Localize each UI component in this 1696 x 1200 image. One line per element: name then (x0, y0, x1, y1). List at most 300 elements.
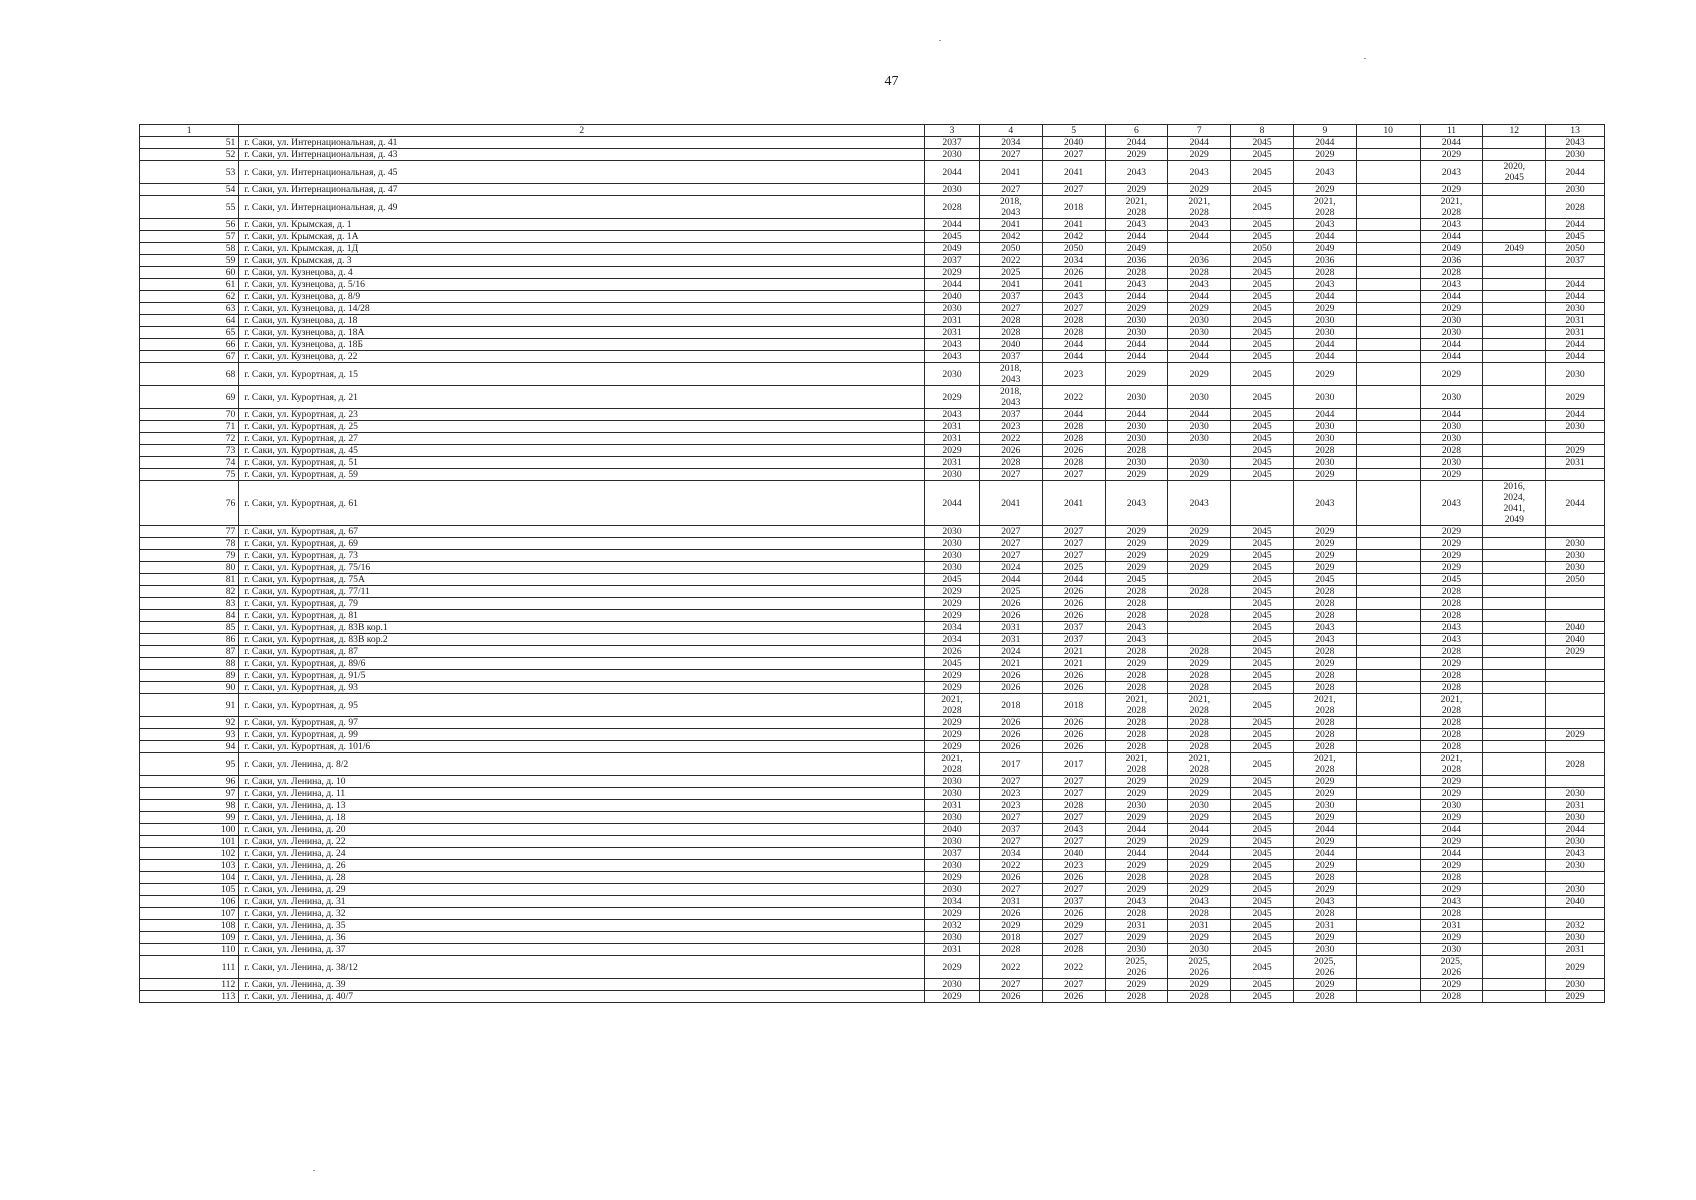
address-cell: г. Саки, ул. Ленина, д. 29 (239, 884, 925, 896)
year-cell: 2029 (925, 682, 980, 694)
row-number: 51 (140, 137, 239, 149)
row-number: 68 (140, 363, 239, 386)
year-cell: 2030 (925, 184, 980, 196)
year-cell: 2029 (1293, 860, 1356, 872)
year-cell: 2028 (1420, 670, 1483, 682)
year-cell: 2030 (925, 550, 980, 562)
year-cell: 2045 (1231, 896, 1294, 908)
table-row (140, 658, 1605, 670)
year-cell: 2026 (979, 445, 1042, 457)
year-cell: 2026 (979, 741, 1042, 753)
year-cell: 2045 (1231, 717, 1294, 729)
year-cell: 2029 (1168, 149, 1231, 161)
year-cell (1483, 231, 1546, 243)
address-cell: г. Саки, ул. Кузнецова, д. 8/9 (239, 291, 925, 303)
year-cell (1483, 196, 1546, 219)
row-number: 102 (140, 848, 239, 860)
year-cell: 2030 (1420, 433, 1483, 445)
year-cell: 2021, 2028 (1105, 196, 1168, 219)
table-row (140, 363, 1605, 386)
year-cell: 2029 (1293, 526, 1356, 538)
year-cell: 2026 (979, 872, 1042, 884)
year-cell: 2043 (1420, 634, 1483, 646)
year-cell: 2027 (979, 884, 1042, 896)
address-cell: г. Саки, ул. Курортная, д. 73 (239, 550, 925, 562)
year-cell: 2044 (1168, 339, 1231, 351)
year-cell: 2030 (1420, 457, 1483, 469)
table-row (140, 682, 1605, 694)
header-cell: 12 (1483, 125, 1546, 137)
year-cell: 2043 (1420, 622, 1483, 634)
year-cell (1483, 291, 1546, 303)
year-cell: 2045 (1231, 598, 1294, 610)
year-cell (1483, 526, 1546, 538)
year-cell: 2028 (1168, 741, 1231, 753)
year-cell: 2017 (979, 753, 1042, 776)
year-cell: 2043 (925, 409, 980, 421)
year-cell: 2044 (925, 219, 980, 231)
year-cell: 2029 (1420, 538, 1483, 550)
row-number: 98 (140, 800, 239, 812)
year-cell (1546, 717, 1605, 729)
table-row (140, 219, 1605, 231)
address-cell: г. Саки, ул. Курортная, д. 75/16 (239, 562, 925, 574)
year-cell: 2026 (979, 610, 1042, 622)
row-number: 67 (140, 351, 239, 363)
year-cell: 2045 (1231, 646, 1294, 658)
year-cell (1483, 445, 1546, 457)
table-row (140, 717, 1605, 729)
year-cell: 2030 (925, 979, 980, 991)
address-cell: г. Саки, ул. Курортная, д. 51 (239, 457, 925, 469)
table-row (140, 991, 1605, 1003)
year-cell: 2030 (1546, 421, 1605, 433)
year-cell: 2041 (979, 161, 1042, 184)
year-cell: 2027 (1042, 303, 1105, 315)
address-cell: г. Саки, ул. Интернациональная, д. 45 (239, 161, 925, 184)
year-cell: 2045 (1231, 812, 1294, 824)
year-cell: 2028 (1420, 598, 1483, 610)
row-number: 97 (140, 788, 239, 800)
address-cell: г. Саки, ул. Ленина, д. 22 (239, 836, 925, 848)
row-number: 79 (140, 550, 239, 562)
year-cell: 2029 (1105, 550, 1168, 562)
address-cell: г. Саки, ул. Ленина, д. 37 (239, 944, 925, 956)
address-cell: г. Саки, ул. Крымская, д. 1 (239, 219, 925, 231)
year-cell (1168, 622, 1231, 634)
year-cell: 2041 (1042, 161, 1105, 184)
table-row (140, 526, 1605, 538)
address-cell: г. Саки, ул. Ленина, д. 40/7 (239, 991, 925, 1003)
year-cell: 2032 (925, 920, 980, 932)
table-row (140, 481, 1605, 526)
year-cell: 2021, 2028 (925, 694, 980, 717)
address-cell: г. Саки, ул. Курортная, д. 15 (239, 363, 925, 386)
year-cell: 2018, 2043 (979, 196, 1042, 219)
year-cell: 2030 (1546, 860, 1605, 872)
year-cell (1356, 646, 1420, 658)
address-cell: г. Саки, ул. Интернациональная, д. 41 (239, 137, 925, 149)
year-cell: 2028 (1293, 741, 1356, 753)
year-cell: 2045 (1231, 386, 1294, 409)
year-cell: 2028 (1420, 445, 1483, 457)
row-number: 84 (140, 610, 239, 622)
year-cell: 2021, 2028 (925, 753, 980, 776)
address-cell: г. Саки, ул. Кузнецова, д. 18Б (239, 339, 925, 351)
table-row (140, 243, 1605, 255)
year-cell: 2028 (1105, 872, 1168, 884)
year-cell: 2029 (1168, 658, 1231, 670)
year-cell: 2044 (925, 481, 980, 526)
year-cell: 2045 (1231, 574, 1294, 586)
year-cell: 2043 (1293, 896, 1356, 908)
year-cell: 2030 (925, 538, 980, 550)
year-cell (1356, 776, 1420, 788)
year-cell: 2031 (925, 457, 980, 469)
row-number: 53 (140, 161, 239, 184)
year-cell: 2044 (1546, 291, 1605, 303)
year-cell (1356, 956, 1420, 979)
year-cell (1356, 848, 1420, 860)
year-cell: 2027 (1042, 836, 1105, 848)
address-cell: г. Саки, ул. Ленина, д. 24 (239, 848, 925, 860)
year-cell (1356, 433, 1420, 445)
header-cell: 13 (1546, 125, 1605, 137)
year-cell: 2023 (979, 421, 1042, 433)
year-cell: 2030 (925, 149, 980, 161)
row-number: 56 (140, 219, 239, 231)
year-cell: 2031 (925, 327, 980, 339)
year-cell: 2027 (979, 812, 1042, 824)
year-cell (1483, 351, 1546, 363)
year-cell: 2031 (1420, 920, 1483, 932)
year-cell: 2028 (1420, 729, 1483, 741)
row-number: 81 (140, 574, 239, 586)
year-cell: 2021, 2028 (1420, 753, 1483, 776)
year-cell: 2045 (1231, 184, 1294, 196)
year-cell: 2030 (1546, 979, 1605, 991)
row-number: 99 (140, 812, 239, 824)
year-cell (1356, 267, 1420, 279)
year-cell (1356, 872, 1420, 884)
year-cell: 2028 (1105, 908, 1168, 920)
row-number: 66 (140, 339, 239, 351)
year-cell: 2030 (925, 788, 980, 800)
year-cell: 2043 (1293, 161, 1356, 184)
year-cell: 2028 (1105, 670, 1168, 682)
year-cell: 2016, 2024, 2041, 2049 (1483, 481, 1546, 526)
year-cell: 2031 (1546, 457, 1605, 469)
year-cell (1483, 457, 1546, 469)
table-row (140, 908, 1605, 920)
year-cell: 2029 (1420, 149, 1483, 161)
year-cell: 2029 (1546, 386, 1605, 409)
year-cell: 2037 (979, 291, 1042, 303)
address-cell: г. Саки, ул. Курортная, д. 97 (239, 717, 925, 729)
year-cell: 2030 (1546, 538, 1605, 550)
year-cell (1356, 279, 1420, 291)
year-cell: 2029 (1546, 991, 1605, 1003)
year-cell (1483, 896, 1546, 908)
year-cell: 2030 (925, 562, 980, 574)
row-number: 85 (140, 622, 239, 634)
year-cell: 2030 (925, 469, 980, 481)
year-cell: 2027 (1042, 776, 1105, 788)
year-cell: 2026 (1042, 670, 1105, 682)
year-cell: 2036 (1293, 255, 1356, 267)
year-cell: 2050 (979, 243, 1042, 255)
year-cell: 2029 (1293, 884, 1356, 896)
year-cell (1483, 363, 1546, 386)
year-cell: 2029 (1105, 658, 1168, 670)
year-cell: 2044 (1168, 409, 1231, 421)
year-cell (1168, 574, 1231, 586)
year-cell: 2030 (1168, 386, 1231, 409)
row-number: 71 (140, 421, 239, 433)
year-cell: 2028 (1105, 991, 1168, 1003)
address-cell: г. Саки, ул. Курортная, д. 91/5 (239, 670, 925, 682)
year-cell: 2022 (1042, 956, 1105, 979)
row-number: 106 (140, 896, 239, 908)
year-cell: 2044 (1293, 848, 1356, 860)
year-cell: 2045 (1231, 956, 1294, 979)
year-cell: 2025, 2026 (1420, 956, 1483, 979)
year-cell: 2041 (1042, 481, 1105, 526)
year-cell: 2029 (925, 991, 980, 1003)
year-cell: 2030 (1168, 327, 1231, 339)
year-cell (1356, 694, 1420, 717)
year-cell: 2044 (1546, 339, 1605, 351)
year-cell: 2030 (1546, 363, 1605, 386)
year-cell: 2027 (1042, 788, 1105, 800)
page-number: 47 (884, 74, 899, 89)
table-header-row (140, 125, 1605, 137)
address-cell: г. Саки, ул. Крымская, д. 1А (239, 231, 925, 243)
year-cell (1483, 717, 1546, 729)
year-cell: 2044 (1546, 824, 1605, 836)
year-cell: 2044 (1168, 351, 1231, 363)
year-cell (1356, 920, 1420, 932)
year-cell (1356, 729, 1420, 741)
year-cell: 2044 (1293, 351, 1356, 363)
year-cell: 2028 (1105, 741, 1168, 753)
year-cell (1356, 753, 1420, 776)
year-cell: 2029 (1105, 184, 1168, 196)
address-cell: г. Саки, ул. Крымская, д. 3 (239, 255, 925, 267)
year-cell: 2041 (979, 279, 1042, 291)
year-cell (1356, 812, 1420, 824)
year-cell (1356, 991, 1420, 1003)
year-cell: 2040 (979, 339, 1042, 351)
year-cell: 2030 (1420, 315, 1483, 327)
year-cell: 2045 (1231, 836, 1294, 848)
row-number: 72 (140, 433, 239, 445)
year-cell: 2029 (1546, 445, 1605, 457)
table-row (140, 610, 1605, 622)
year-cell: 2030 (925, 836, 980, 848)
year-cell: 2044 (1105, 291, 1168, 303)
year-cell: 2027 (1042, 979, 1105, 991)
year-cell: 2041 (979, 219, 1042, 231)
year-cell: 2030 (1546, 562, 1605, 574)
year-cell: 2040 (925, 824, 980, 836)
year-cell (1546, 670, 1605, 682)
year-cell: 2029 (1420, 788, 1483, 800)
year-cell: 2029 (925, 586, 980, 598)
year-cell: 2026 (1042, 991, 1105, 1003)
year-cell: 2026 (979, 682, 1042, 694)
year-cell: 2029 (1293, 303, 1356, 315)
year-cell: 2029 (1105, 788, 1168, 800)
year-cell: 2034 (925, 896, 980, 908)
row-number: 54 (140, 184, 239, 196)
year-cell: 2044 (1105, 351, 1168, 363)
year-cell (1483, 315, 1546, 327)
year-cell (1483, 908, 1546, 920)
year-cell: 2037 (1042, 634, 1105, 646)
year-cell: 2044 (925, 161, 980, 184)
table-row (140, 896, 1605, 908)
year-cell: 2023 (1042, 860, 1105, 872)
year-cell (1483, 979, 1546, 991)
year-cell: 2043 (1420, 161, 1483, 184)
year-cell: 2045 (1231, 291, 1294, 303)
year-cell (1231, 481, 1294, 526)
year-cell: 2029 (1105, 884, 1168, 896)
year-cell: 2045 (1231, 327, 1294, 339)
year-cell: 2045 (925, 231, 980, 243)
year-cell: 2034 (979, 848, 1042, 860)
year-cell (1356, 598, 1420, 610)
year-cell: 2029 (1105, 538, 1168, 550)
year-cell: 2030 (1293, 433, 1356, 445)
address-cell: г. Саки, ул. Курортная, д. 67 (239, 526, 925, 538)
year-cell: 2037 (1042, 896, 1105, 908)
year-cell (1356, 243, 1420, 255)
year-cell: 2029 (1105, 562, 1168, 574)
address-cell: г. Саки, ул. Ленина, д. 18 (239, 812, 925, 824)
row-number: 86 (140, 634, 239, 646)
year-cell: 2045 (1231, 363, 1294, 386)
year-cell: 2045 (1546, 231, 1605, 243)
year-cell (1356, 386, 1420, 409)
year-cell (1546, 598, 1605, 610)
year-cell: 2045 (1231, 219, 1294, 231)
table-row (140, 409, 1605, 421)
year-cell: 2028 (1420, 908, 1483, 920)
address-cell: г. Саки, ул. Курортная, д. 27 (239, 433, 925, 445)
year-cell (1356, 788, 1420, 800)
year-cell: 2040 (1546, 634, 1605, 646)
address-cell: г. Саки, ул. Курортная, д. 23 (239, 409, 925, 421)
year-cell: 2036 (1420, 255, 1483, 267)
year-cell: 2037 (925, 137, 980, 149)
year-cell (1356, 884, 1420, 896)
year-cell: 2028 (1420, 717, 1483, 729)
year-cell: 2029 (1293, 788, 1356, 800)
year-cell: 2028 (1042, 944, 1105, 956)
year-cell: 2018, 2043 (979, 386, 1042, 409)
year-cell: 2028 (1168, 991, 1231, 1003)
year-cell: 2043 (1042, 824, 1105, 836)
year-cell (1546, 469, 1605, 481)
year-cell: 2028 (1293, 610, 1356, 622)
year-cell: 2022 (979, 860, 1042, 872)
address-cell: г. Саки, ул. Курортная, д. 83В кор.2 (239, 634, 925, 646)
address-cell: г. Саки, ул. Курортная, д. 95 (239, 694, 925, 717)
year-cell: 2024 (979, 646, 1042, 658)
table-row (140, 586, 1605, 598)
year-cell (1483, 255, 1546, 267)
year-cell (1356, 219, 1420, 231)
year-cell: 2036 (1105, 255, 1168, 267)
table-row (140, 860, 1605, 872)
year-cell: 2028 (1105, 682, 1168, 694)
year-cell: 2030 (925, 812, 980, 824)
year-cell: 2044 (1105, 848, 1168, 860)
year-cell: 2041 (1042, 219, 1105, 231)
year-cell (1356, 944, 1420, 956)
year-cell: 2025, 2026 (1293, 956, 1356, 979)
row-number: 59 (140, 255, 239, 267)
year-cell (1483, 658, 1546, 670)
year-cell: 2028 (979, 944, 1042, 956)
year-cell: 2027 (979, 184, 1042, 196)
year-cell: 2043 (1168, 161, 1231, 184)
year-cell: 2028 (1293, 598, 1356, 610)
year-cell: 2021, 2028 (1420, 196, 1483, 219)
year-cell: 2045 (1231, 339, 1294, 351)
year-cell: 2043 (1293, 634, 1356, 646)
year-cell (1356, 658, 1420, 670)
year-cell: 2026 (1042, 872, 1105, 884)
year-cell: 2029 (1420, 979, 1483, 991)
year-cell: 2023 (1042, 363, 1105, 386)
year-cell: 2043 (1168, 219, 1231, 231)
table-row (140, 255, 1605, 267)
row-number: 57 (140, 231, 239, 243)
year-cell: 2031 (1293, 920, 1356, 932)
address-cell: г. Саки, ул. Курортная, д. 83В кор.1 (239, 622, 925, 634)
year-cell (1483, 944, 1546, 956)
year-cell: 2049 (1420, 243, 1483, 255)
year-cell: 2045 (1231, 908, 1294, 920)
row-number: 107 (140, 908, 239, 920)
year-cell (1356, 351, 1420, 363)
year-cell: 2029 (1105, 363, 1168, 386)
year-cell: 2027 (1042, 884, 1105, 896)
year-cell: 2034 (1042, 255, 1105, 267)
year-cell: 2025 (979, 586, 1042, 598)
row-number: 61 (140, 279, 239, 291)
table-row (140, 670, 1605, 682)
year-cell: 2021, 2028 (1105, 753, 1168, 776)
year-cell: 2029 (1420, 812, 1483, 824)
year-cell: 2037 (1546, 255, 1605, 267)
address-cell: г. Саки, ул. Кузнецова, д. 18А (239, 327, 925, 339)
year-cell: 2028 (1420, 267, 1483, 279)
year-cell: 2029 (1293, 538, 1356, 550)
year-cell: 2028 (1546, 753, 1605, 776)
year-cell (1546, 586, 1605, 598)
year-cell: 2029 (1168, 363, 1231, 386)
year-cell: 2021, 2028 (1168, 753, 1231, 776)
year-cell: 2049 (1293, 243, 1356, 255)
year-cell (1483, 386, 1546, 409)
header-cell: 7 (1168, 125, 1231, 137)
year-cell (1356, 184, 1420, 196)
year-cell: 2043 (1420, 481, 1483, 526)
